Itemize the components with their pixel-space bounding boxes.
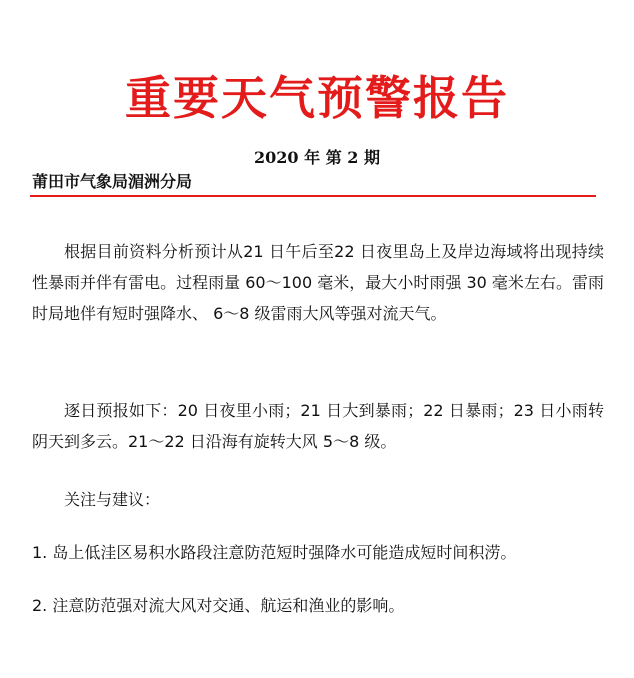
advice-item-1: 1. 岛上低洼区易积水路段注意防范短时强降水可能造成短时间积涝。: [32, 543, 517, 562]
paragraph-advice-heading: 关注与建议：: [64, 490, 161, 509]
paragraph-forecast-summary: 根据目前资料分析预计从21 日午后至22 日夜里岛上及岸边海域将出现持续性暴雨并伴有雷电。过程雨量 60～100 毫米，最大小时雨强 30 毫米左右。雷雨时局地伴有短时强降水、 6～8 级雷雨大风等强对流天气。: [32, 242, 604, 323]
header-divider: [30, 195, 596, 197]
paragraph-daily-forecast: 逐日预报如下：20 日夜里小雨；21 日大到暴雨；22 日暴雨；23 日小雨转阴天到多云。21～22 日沿海有旋转大风 5～8 级。: [32, 401, 604, 451]
issuing-agency: 莆田市气象局湄洲分局: [32, 172, 193, 191]
issue-number: 2020 年 第 2 期: [254, 148, 380, 167]
report-title: 重要天气预警报告: [125, 71, 509, 125]
advice-item-2: 2. 注意防范强对流大风对交通、航运和渔业的影响。: [32, 596, 405, 615]
